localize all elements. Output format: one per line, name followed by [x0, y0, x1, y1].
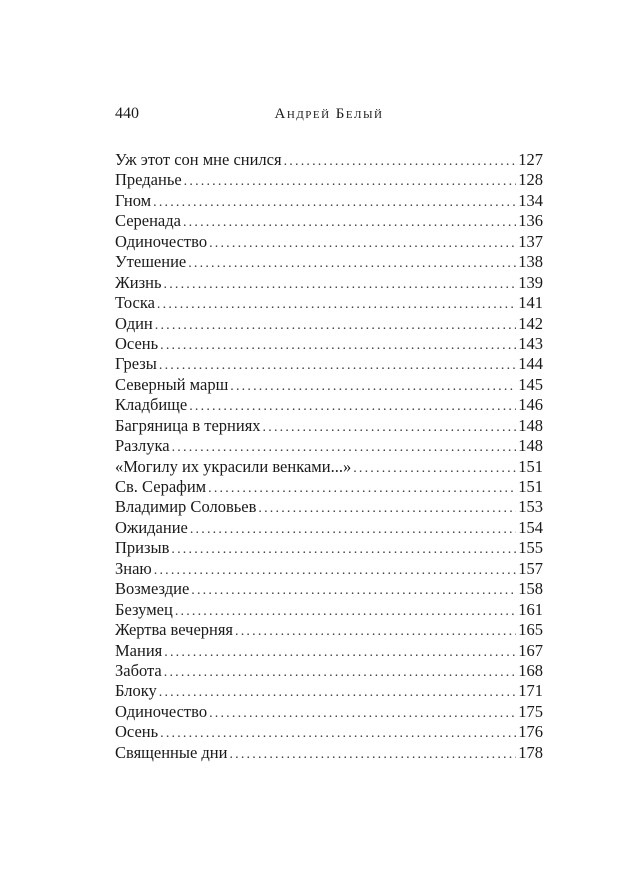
toc-entry-title: Священные дни — [115, 742, 228, 762]
toc-entry-page-number: 161 — [518, 599, 543, 619]
toc-entry-page-number: 176 — [518, 722, 543, 742]
toc-entry — [115, 579, 543, 599]
toc-entry-page-number: 138 — [518, 252, 543, 272]
toc-entry-page-number: 158 — [518, 579, 543, 599]
toc-entry-page-number: 154 — [518, 517, 543, 537]
toc-entry — [115, 334, 543, 354]
toc-entry-page-number: 134 — [518, 190, 543, 210]
toc-dot-leader — [184, 172, 517, 192]
toc-entry — [115, 293, 543, 313]
table-of-contents — [115, 150, 543, 763]
toc-entry — [115, 497, 543, 517]
toc-entry — [115, 457, 543, 477]
toc-entry-title: Жертва вечерняя — [115, 620, 234, 640]
toc-entry — [115, 273, 543, 293]
toc-entry — [115, 252, 543, 272]
toc-dot-leader — [164, 643, 516, 663]
toc-entry — [115, 211, 543, 231]
toc-dot-leader — [263, 418, 517, 438]
toc-entry — [115, 681, 543, 701]
toc-entry-page-number: 151 — [518, 477, 543, 496]
toc-entry-title: Мания — [115, 640, 163, 660]
toc-entry-page-number: 157 — [518, 558, 543, 578]
toc-entry-title: Забота — [115, 660, 162, 680]
toc-dot-leader — [190, 520, 516, 540]
toc-entry-title: Одиночество — [115, 701, 208, 721]
toc-entry — [115, 395, 543, 415]
toc-entry-title: Блоку — [115, 681, 157, 701]
toc-dot-leader — [191, 581, 516, 601]
toc-entry-page-number: 148 — [518, 436, 543, 456]
toc-entry-page-number: 146 — [518, 395, 543, 415]
toc-dot-leader — [209, 234, 516, 254]
page-number: 440 — [115, 105, 139, 122]
toc-entry-page-number: 168 — [518, 660, 543, 680]
toc-entry-title: Возмездие — [115, 579, 190, 599]
toc-entry-page-number: 141 — [518, 293, 543, 313]
toc-entry-page-number: 128 — [518, 170, 543, 190]
toc-entry-page-number: 175 — [518, 701, 543, 721]
toc-dot-leader — [258, 499, 516, 519]
toc-entry — [115, 191, 543, 211]
toc-entry-title: Безумец — [115, 599, 173, 619]
toc-entry — [115, 743, 543, 763]
toc-dot-leader — [154, 561, 517, 581]
toc-dot-leader — [183, 213, 516, 233]
toc-entry — [115, 436, 543, 456]
toc-entry-title: Св. Серафим — [115, 477, 207, 496]
toc-entry — [115, 232, 543, 252]
toc-entry-page-number: 148 — [518, 415, 543, 435]
page-header — [115, 102, 543, 126]
toc-dot-leader — [160, 724, 516, 744]
toc-entry-title: Одиночество — [115, 231, 208, 251]
toc-dot-leader — [188, 254, 516, 274]
toc-dot-leader — [159, 683, 516, 703]
toc-entry — [115, 354, 543, 374]
toc-entry-title: Уж этот сон мне снился — [115, 150, 282, 169]
toc-entry-page-number: 136 — [518, 211, 543, 231]
toc-entry — [115, 620, 543, 640]
toc-entry — [115, 416, 543, 436]
toc-entry-page-number: 155 — [518, 538, 543, 558]
toc-entry-title: Знаю — [115, 558, 152, 578]
toc-entry — [115, 150, 543, 170]
toc-entry — [115, 559, 543, 579]
toc-entry-page-number: 167 — [518, 640, 543, 660]
toc-dot-leader — [175, 602, 516, 622]
toc-entry-page-number: 137 — [518, 231, 543, 251]
toc-entry — [115, 477, 543, 497]
toc-entry-page-number: 153 — [518, 497, 543, 517]
toc-entry — [115, 518, 543, 538]
toc-entry-page-number: 171 — [518, 681, 543, 701]
toc-dot-leader — [284, 152, 517, 172]
toc-entry — [115, 661, 543, 681]
toc-dot-leader — [229, 745, 516, 765]
toc-entry-title: Грезы — [115, 354, 157, 374]
toc-entry — [115, 170, 543, 190]
toc-entry-title: Призыв — [115, 538, 170, 558]
toc-entry-title: Утешение — [115, 252, 187, 272]
toc-dot-leader — [209, 704, 516, 724]
toc-entry-page-number: 145 — [518, 374, 543, 394]
toc-entry-page-number: 127 — [518, 150, 543, 169]
toc-entry-title: Гном — [115, 190, 152, 210]
toc-entry-title: Серенада — [115, 211, 181, 231]
toc-entry — [115, 722, 543, 742]
toc-entry-title: Преданье — [115, 170, 182, 190]
toc-entry — [115, 538, 543, 558]
toc-entry — [115, 702, 543, 722]
toc-dot-leader — [164, 275, 517, 295]
toc-dot-leader — [153, 193, 516, 213]
toc-dot-leader — [160, 336, 516, 356]
toc-entry-page-number: 142 — [518, 313, 543, 333]
toc-dot-leader — [235, 622, 516, 642]
toc-dot-leader — [208, 479, 516, 499]
toc-entry-title: Тоска — [115, 293, 155, 313]
toc-dot-leader — [159, 356, 516, 376]
toc-entry-title: Один — [115, 313, 153, 333]
toc-entry — [115, 314, 543, 334]
toc-entry-title: Владимир Соловьев — [115, 497, 257, 517]
toc-dot-leader — [230, 377, 516, 397]
toc-entry-page-number: 165 — [518, 620, 543, 640]
toc-entry-title: Осень — [115, 333, 159, 353]
toc-dot-leader — [172, 438, 517, 458]
toc-entry — [115, 600, 543, 620]
toc-entry-title: Жизнь — [115, 272, 162, 292]
toc-entry-title: Багряница в терниях — [115, 415, 261, 435]
toc-entry-title: Осень — [115, 722, 159, 742]
toc-entry-page-number: 151 — [518, 456, 543, 476]
toc-entry — [115, 641, 543, 661]
toc-entry-title: «Могилу их украсили венками...» — [115, 456, 352, 476]
toc-entry-page-number: 139 — [518, 272, 543, 292]
toc-dot-leader — [155, 316, 516, 336]
toc-dot-leader — [164, 663, 516, 683]
toc-entry-page-number: 178 — [518, 742, 543, 762]
toc-dot-leader — [353, 459, 516, 479]
toc-entry-title: Ожидание — [115, 517, 188, 537]
toc-dot-leader — [157, 295, 516, 315]
toc-dot-leader — [189, 397, 516, 417]
toc-entry-page-number: 144 — [518, 354, 543, 374]
toc-entry — [115, 375, 543, 395]
toc-entry-title: Разлука — [115, 436, 170, 456]
toc-entry-title: Северный марш — [115, 374, 229, 394]
toc-dot-leader — [171, 540, 516, 560]
running-head: Андрей Белый — [274, 106, 384, 122]
toc-entry-page-number: 143 — [518, 333, 543, 353]
toc-entry-title: Кладбище — [115, 395, 188, 415]
